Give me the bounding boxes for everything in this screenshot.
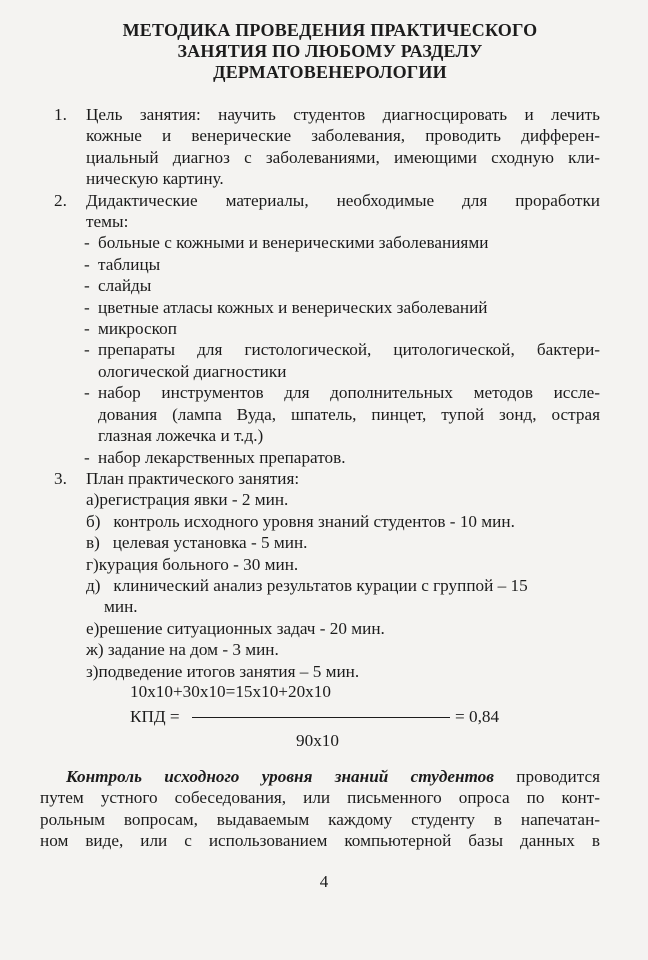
bullet-item — [84, 447, 600, 468]
list-item — [40, 468, 600, 682]
bullet-item — [84, 254, 600, 275]
bullet-text: цветные атласы кожных и венерических заболеваний — [98, 297, 488, 317]
paragraph-line: путем устного собеседования, или письменного опроса по конт- — [40, 788, 600, 808]
plan-item: ж) задание на дом - 3 мин. — [86, 640, 279, 660]
list-item — [40, 190, 600, 468]
plan-item: б) контроль исходного уровня знаний студентов - 10 мин. — [86, 511, 515, 531]
paragraph-line — [53, 766, 600, 787]
bullet-text: набор лекарственных препаратов. — [98, 447, 346, 467]
bullet-text: микроскоп — [98, 319, 177, 339]
page-title — [60, 20, 600, 83]
plan-item-continuation: мин. — [104, 597, 138, 617]
bullet-text: слайды — [98, 276, 152, 296]
text-line: циальный диагноз с заболеваниями, имеющими сходную кли- — [86, 147, 600, 167]
body-paragraph — [40, 766, 600, 852]
emphasis-text: Контроль исходного уровня знаний студентов — [66, 767, 494, 786]
formula-denominator: 90x10 — [296, 731, 339, 750]
page-number: 4 — [319, 872, 329, 891]
bullet-dash: - — [84, 340, 90, 360]
title-line: ЗАНЯТИЯ ПО ЛЮБОМУ РАЗДЕЛУ — [177, 41, 483, 61]
bullet-dash: - — [84, 319, 90, 339]
bullet-dash: - — [84, 276, 90, 296]
item-number: 3. — [54, 468, 67, 488]
formula-result: = 0,84 — [455, 707, 500, 726]
fraction-bar — [192, 717, 450, 718]
formula-label: КПД = — [130, 707, 180, 726]
bullet-text: ологической диагностики — [98, 361, 287, 381]
text-line: Дидактические материалы, необходимые для проработки — [86, 190, 600, 210]
text-line: ническую картину. — [86, 169, 224, 189]
bullet-text: набор инструментов для дополнительных методов иссле- — [98, 383, 600, 403]
bullet-dash: - — [84, 447, 90, 467]
plan-item: е)решение ситуационных задач - 20 мин. — [86, 618, 385, 638]
paragraph-line: ном виде, или с использованием компьютерной базы данных в — [40, 831, 600, 851]
plan-item: д) клинический анализ результатов курации с группой – 15 — [86, 575, 528, 595]
text-line: План практического занятия: — [86, 468, 300, 488]
bullet-item — [84, 318, 600, 339]
plan-item: з)подведение итогов занятия – 5 мин. — [86, 661, 360, 681]
paragraph-line: рольным вопросам, выдаваемым каждому студенту в напечатан- — [40, 809, 600, 829]
title-line: ДЕРМАТОВЕНЕРОЛОГИИ — [213, 62, 447, 82]
bullet-text: дования (лампа Вуда, шпатель, пинцет, тупой зонд, острая — [98, 404, 600, 424]
plan-item: а)регистрация явки - 2 мин. — [86, 490, 289, 510]
bullet-dash: - — [84, 383, 90, 403]
bullet-dash: - — [84, 254, 90, 274]
formula-numerator: 10x10+30x10=15x10+20x10 — [130, 682, 331, 701]
list-item — [40, 104, 600, 190]
plan-item: в) целевая установка - 5 мин. — [86, 533, 308, 553]
title-line: МЕТОДИКА ПРОВЕДЕНИЯ ПРАКТИЧЕСКОГО — [122, 20, 538, 40]
bullet-item — [84, 339, 600, 382]
bullet-item — [84, 232, 600, 253]
bullet-item — [84, 275, 600, 296]
paragraph-text: проводится — [493, 767, 600, 786]
plan-list — [86, 489, 600, 682]
bullet-item — [84, 297, 600, 318]
bullet-text: глазная ложечка и т.д.) — [98, 426, 264, 446]
bullet-dash: - — [84, 297, 90, 317]
text-line: кожные и венерические заболевания, проводить дифферен- — [86, 126, 600, 146]
text-line: темы: — [86, 212, 129, 232]
text-line: Цель занятия: научить студентов диагносцировать и лечить — [86, 105, 600, 124]
item-number: 2. — [54, 190, 67, 210]
bullet-text: больные с кожными и венерическими заболеваниями — [98, 233, 489, 253]
plan-item: г)курация больного - 30 мин. — [86, 554, 299, 574]
bullet-text: препараты для гистологической, цитологической, бактери- — [98, 340, 600, 360]
item-number: 1. — [54, 105, 67, 124]
bullet-dash: - — [84, 233, 90, 253]
numbered-list — [40, 104, 600, 682]
bullet-item — [84, 382, 600, 446]
bullet-text: таблицы — [98, 254, 161, 274]
